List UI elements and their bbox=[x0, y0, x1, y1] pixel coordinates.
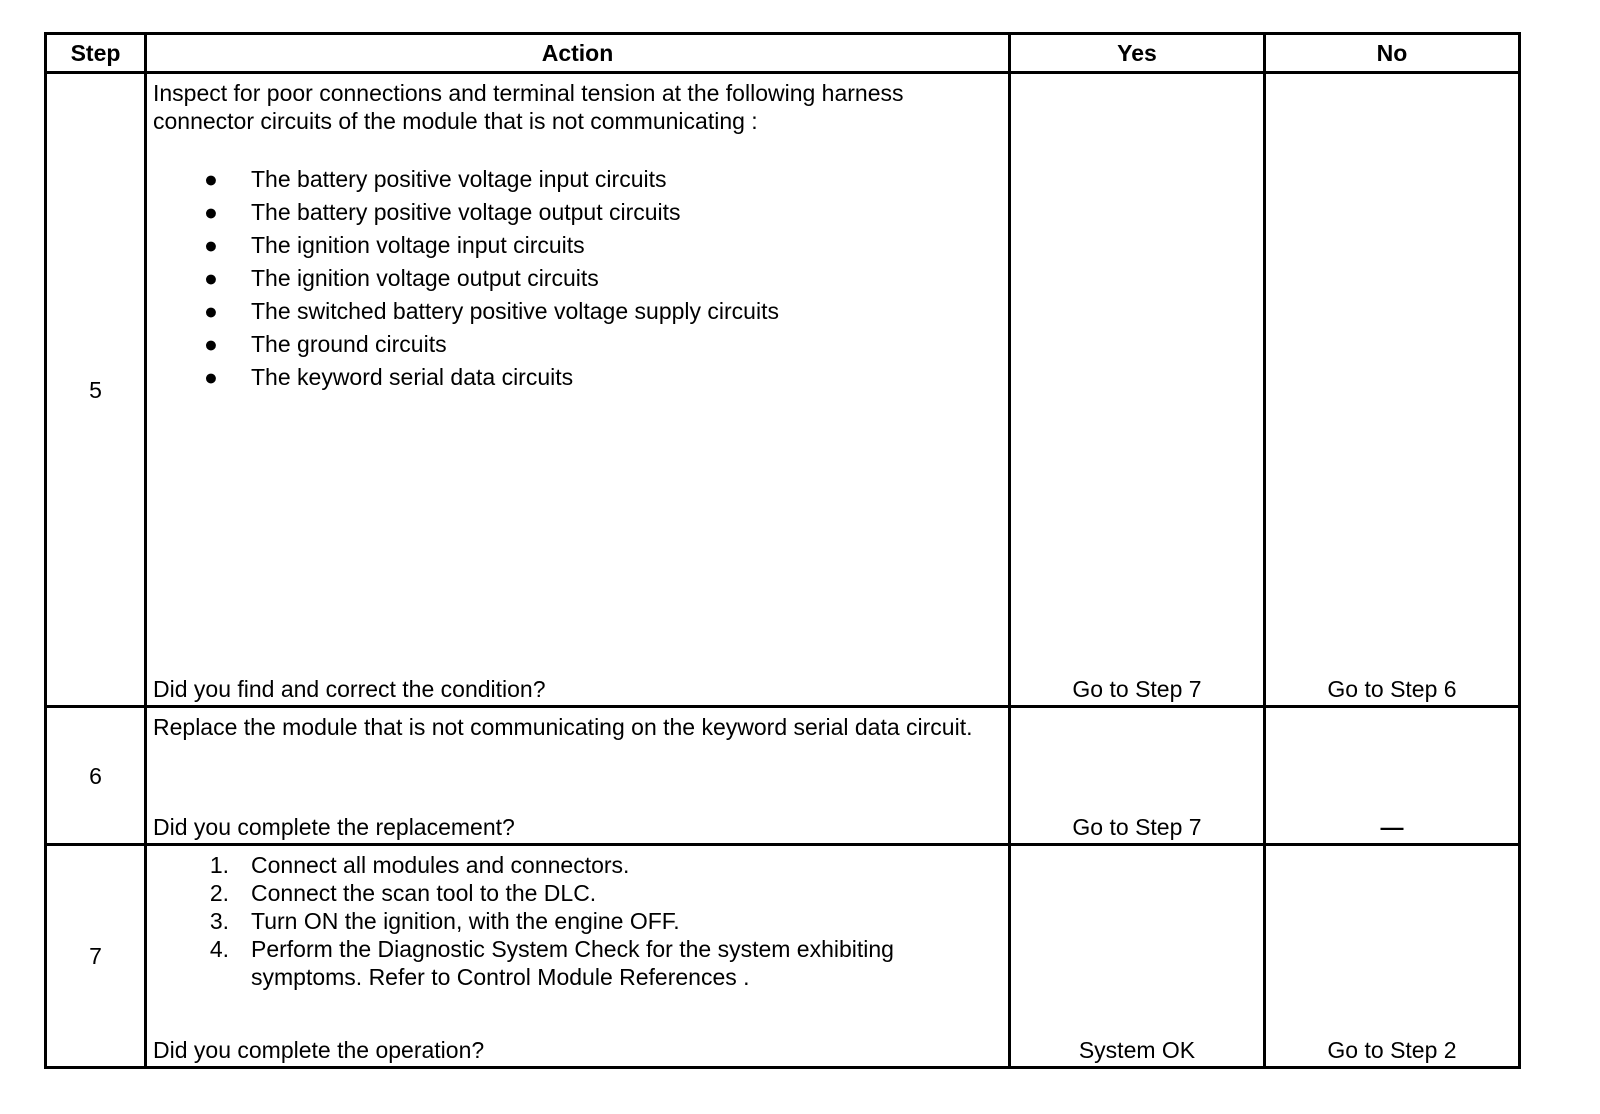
table-row bbox=[46, 707, 1520, 845]
list-item: ● The keyword serial data circuits bbox=[153, 361, 1002, 394]
yes-result: Go to Step 7 bbox=[1010, 73, 1265, 707]
step-number: 5 bbox=[46, 73, 146, 707]
bullet-icon: ● bbox=[204, 364, 218, 390]
list-item: ● The ignition voltage output circuits bbox=[153, 262, 1002, 295]
table-row bbox=[46, 845, 1520, 1068]
bullet-icon: ● bbox=[204, 199, 218, 225]
action-intro: Replace the module that is not communicating on the keyword serial data circuit. bbox=[153, 714, 973, 740]
list-item: ● The ignition voltage input circuits bbox=[153, 229, 1002, 262]
numbered-steps bbox=[153, 851, 1002, 991]
bullet-icon: ● bbox=[204, 298, 218, 324]
list-item: ● The battery positive voltage output circuits bbox=[153, 196, 1002, 229]
list-item: 3. Turn ON the ignition, with the engine OFF. bbox=[209, 908, 680, 934]
header-no: No bbox=[1265, 34, 1520, 73]
step-number: 6 bbox=[46, 707, 146, 845]
no-result: Go to Step 6 bbox=[1265, 73, 1520, 707]
list-item: 1. Connect all modules and connectors. bbox=[209, 852, 630, 878]
bullet-icon: ● bbox=[204, 265, 218, 291]
list-item: ● The ground circuits bbox=[153, 328, 1002, 361]
header-yes: Yes bbox=[1010, 34, 1265, 73]
bullet-icon: ● bbox=[204, 331, 218, 357]
action-intro: Inspect for poor connections and terminal tension at the following harness connector circuits of the module that is not communicating : bbox=[153, 80, 904, 134]
no-result: Go to Step 2 bbox=[1265, 845, 1520, 1068]
bullet-icon: ● bbox=[204, 232, 218, 258]
header-step: Step bbox=[46, 34, 146, 73]
step-number: 7 bbox=[46, 845, 146, 1068]
list-item: ● The switched battery positive voltage supply circuits bbox=[153, 295, 1002, 328]
action-question: Did you complete the replacement? bbox=[153, 814, 515, 840]
list-item: 2. Connect the scan tool to the DLC. bbox=[209, 880, 597, 906]
table-row bbox=[46, 73, 1520, 707]
action-cell bbox=[146, 707, 1010, 845]
header-row bbox=[46, 34, 1520, 73]
yes-result: System OK bbox=[1010, 845, 1265, 1068]
action-question: Did you complete the operation? bbox=[153, 1037, 485, 1063]
action-question: Did you find and correct the condition? bbox=[153, 676, 546, 702]
action-cell bbox=[146, 845, 1010, 1068]
header-action: Action bbox=[146, 34, 1010, 73]
list-item: ● The battery positive voltage input circuits bbox=[153, 163, 1002, 196]
yes-result: Go to Step 7 bbox=[1010, 707, 1265, 845]
list-item: 4. Perform the Diagnostic System Check for the system exhibiting symptoms. Refer to Control Module References . bbox=[209, 936, 894, 990]
no-result: — bbox=[1265, 707, 1520, 845]
bullet-icon: ● bbox=[204, 166, 218, 192]
bullet-list bbox=[153, 163, 1002, 394]
action-cell bbox=[146, 73, 1010, 707]
diagnostic-table bbox=[44, 32, 1521, 1069]
